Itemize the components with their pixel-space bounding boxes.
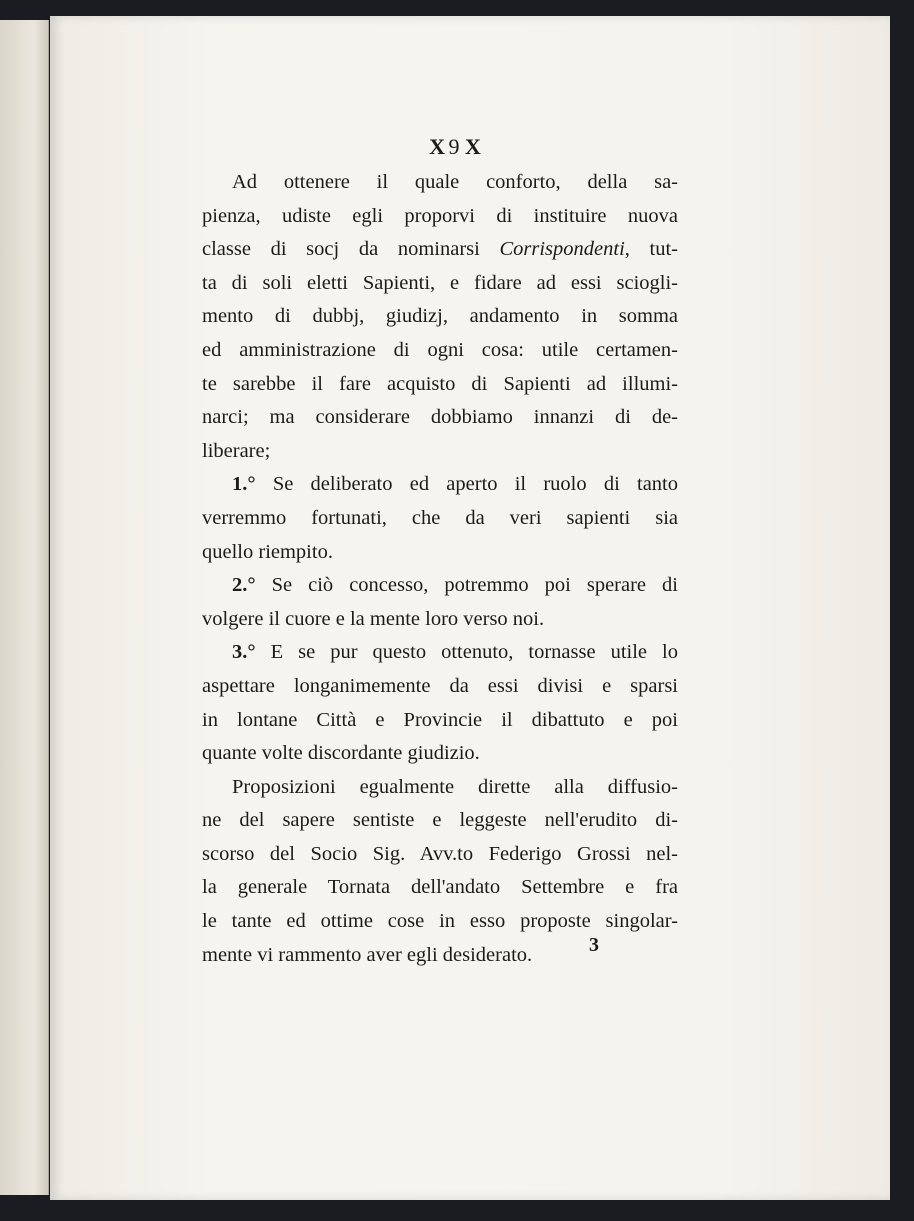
text-line: ne del sapere sentiste e leggeste nell'erudito di- (202, 809, 678, 832)
item-number: 3.° (232, 641, 256, 664)
text-line: le tante ed ottime cose in esso proposte singolar- (202, 910, 678, 933)
text-line: narci; ma considerare dobbiamo innanzi di de- (202, 406, 678, 429)
numbered-item-1 (202, 468, 678, 502)
text-line: mente vi rammento aver egli desiderato. (202, 943, 533, 966)
text-line: scorso del Socio Sig. Avv.to Federigo Grossi nel- (202, 842, 678, 865)
text-line: ta di soli eletti Sapienti, e fidare ad essi sciogli- (202, 271, 678, 294)
text-line: liberare; (202, 439, 271, 462)
text-line: la generale Tornata dell'andato Settembre e fra (202, 876, 678, 899)
text-line (202, 233, 678, 267)
page-text (202, 128, 678, 972)
item-text: Se ciò concesso, potremmo poi sperare di (271, 574, 678, 597)
text-line: Proposizioni egualmente dirette alla diffusio- (232, 775, 678, 798)
item-text: Se deliberato ed aperto il ruolo di tanto (272, 473, 678, 496)
text-line: quante volte discordante giudizio. (202, 742, 480, 765)
text-line: pienza, udiste egli proporvi di instituire nuova (202, 204, 678, 227)
header-ornament-right: X (465, 134, 479, 159)
italic-term: Corrispondenti (499, 238, 625, 261)
item-number: 1.° (232, 473, 256, 496)
text-line: aspettare longanimemente da essi divisi e sparsi (202, 674, 678, 697)
page-number: 9 (448, 134, 460, 159)
item-number: 2.° (232, 574, 256, 597)
text-line: quello riempito. (202, 540, 333, 563)
text-line-part: classe di socj da nominarsi Corrispondenti, tut- (202, 238, 678, 261)
text-line: ed amministrazione di ogni cosa: utile certamen- (202, 338, 678, 361)
text-line: in lontane Città e Provincie il dibattuto e poi (202, 708, 678, 731)
text-line: Ad ottenere il quale conforto, della sa- (232, 171, 678, 193)
text-line: verremmo fortunati, che da veri sapienti sia (202, 506, 678, 529)
text-line: volgere il cuore e la mente loro verso noi. (202, 607, 545, 630)
signature-mark: 3 (589, 934, 599, 956)
text-line: te sarebbe il fare acquisto di Sapienti ad illumi- (202, 372, 678, 395)
numbered-item-2 (202, 569, 678, 603)
facing-page-edge (0, 20, 49, 1195)
item-text: E se pur questo ottenuto, tornasse utile lo (270, 641, 678, 664)
header-ornament-left: X (429, 134, 443, 159)
numbered-item-3 (202, 636, 678, 670)
text-line: mento di dubbj, giudizj, andamento in somma (202, 305, 678, 328)
page-header (202, 128, 678, 166)
